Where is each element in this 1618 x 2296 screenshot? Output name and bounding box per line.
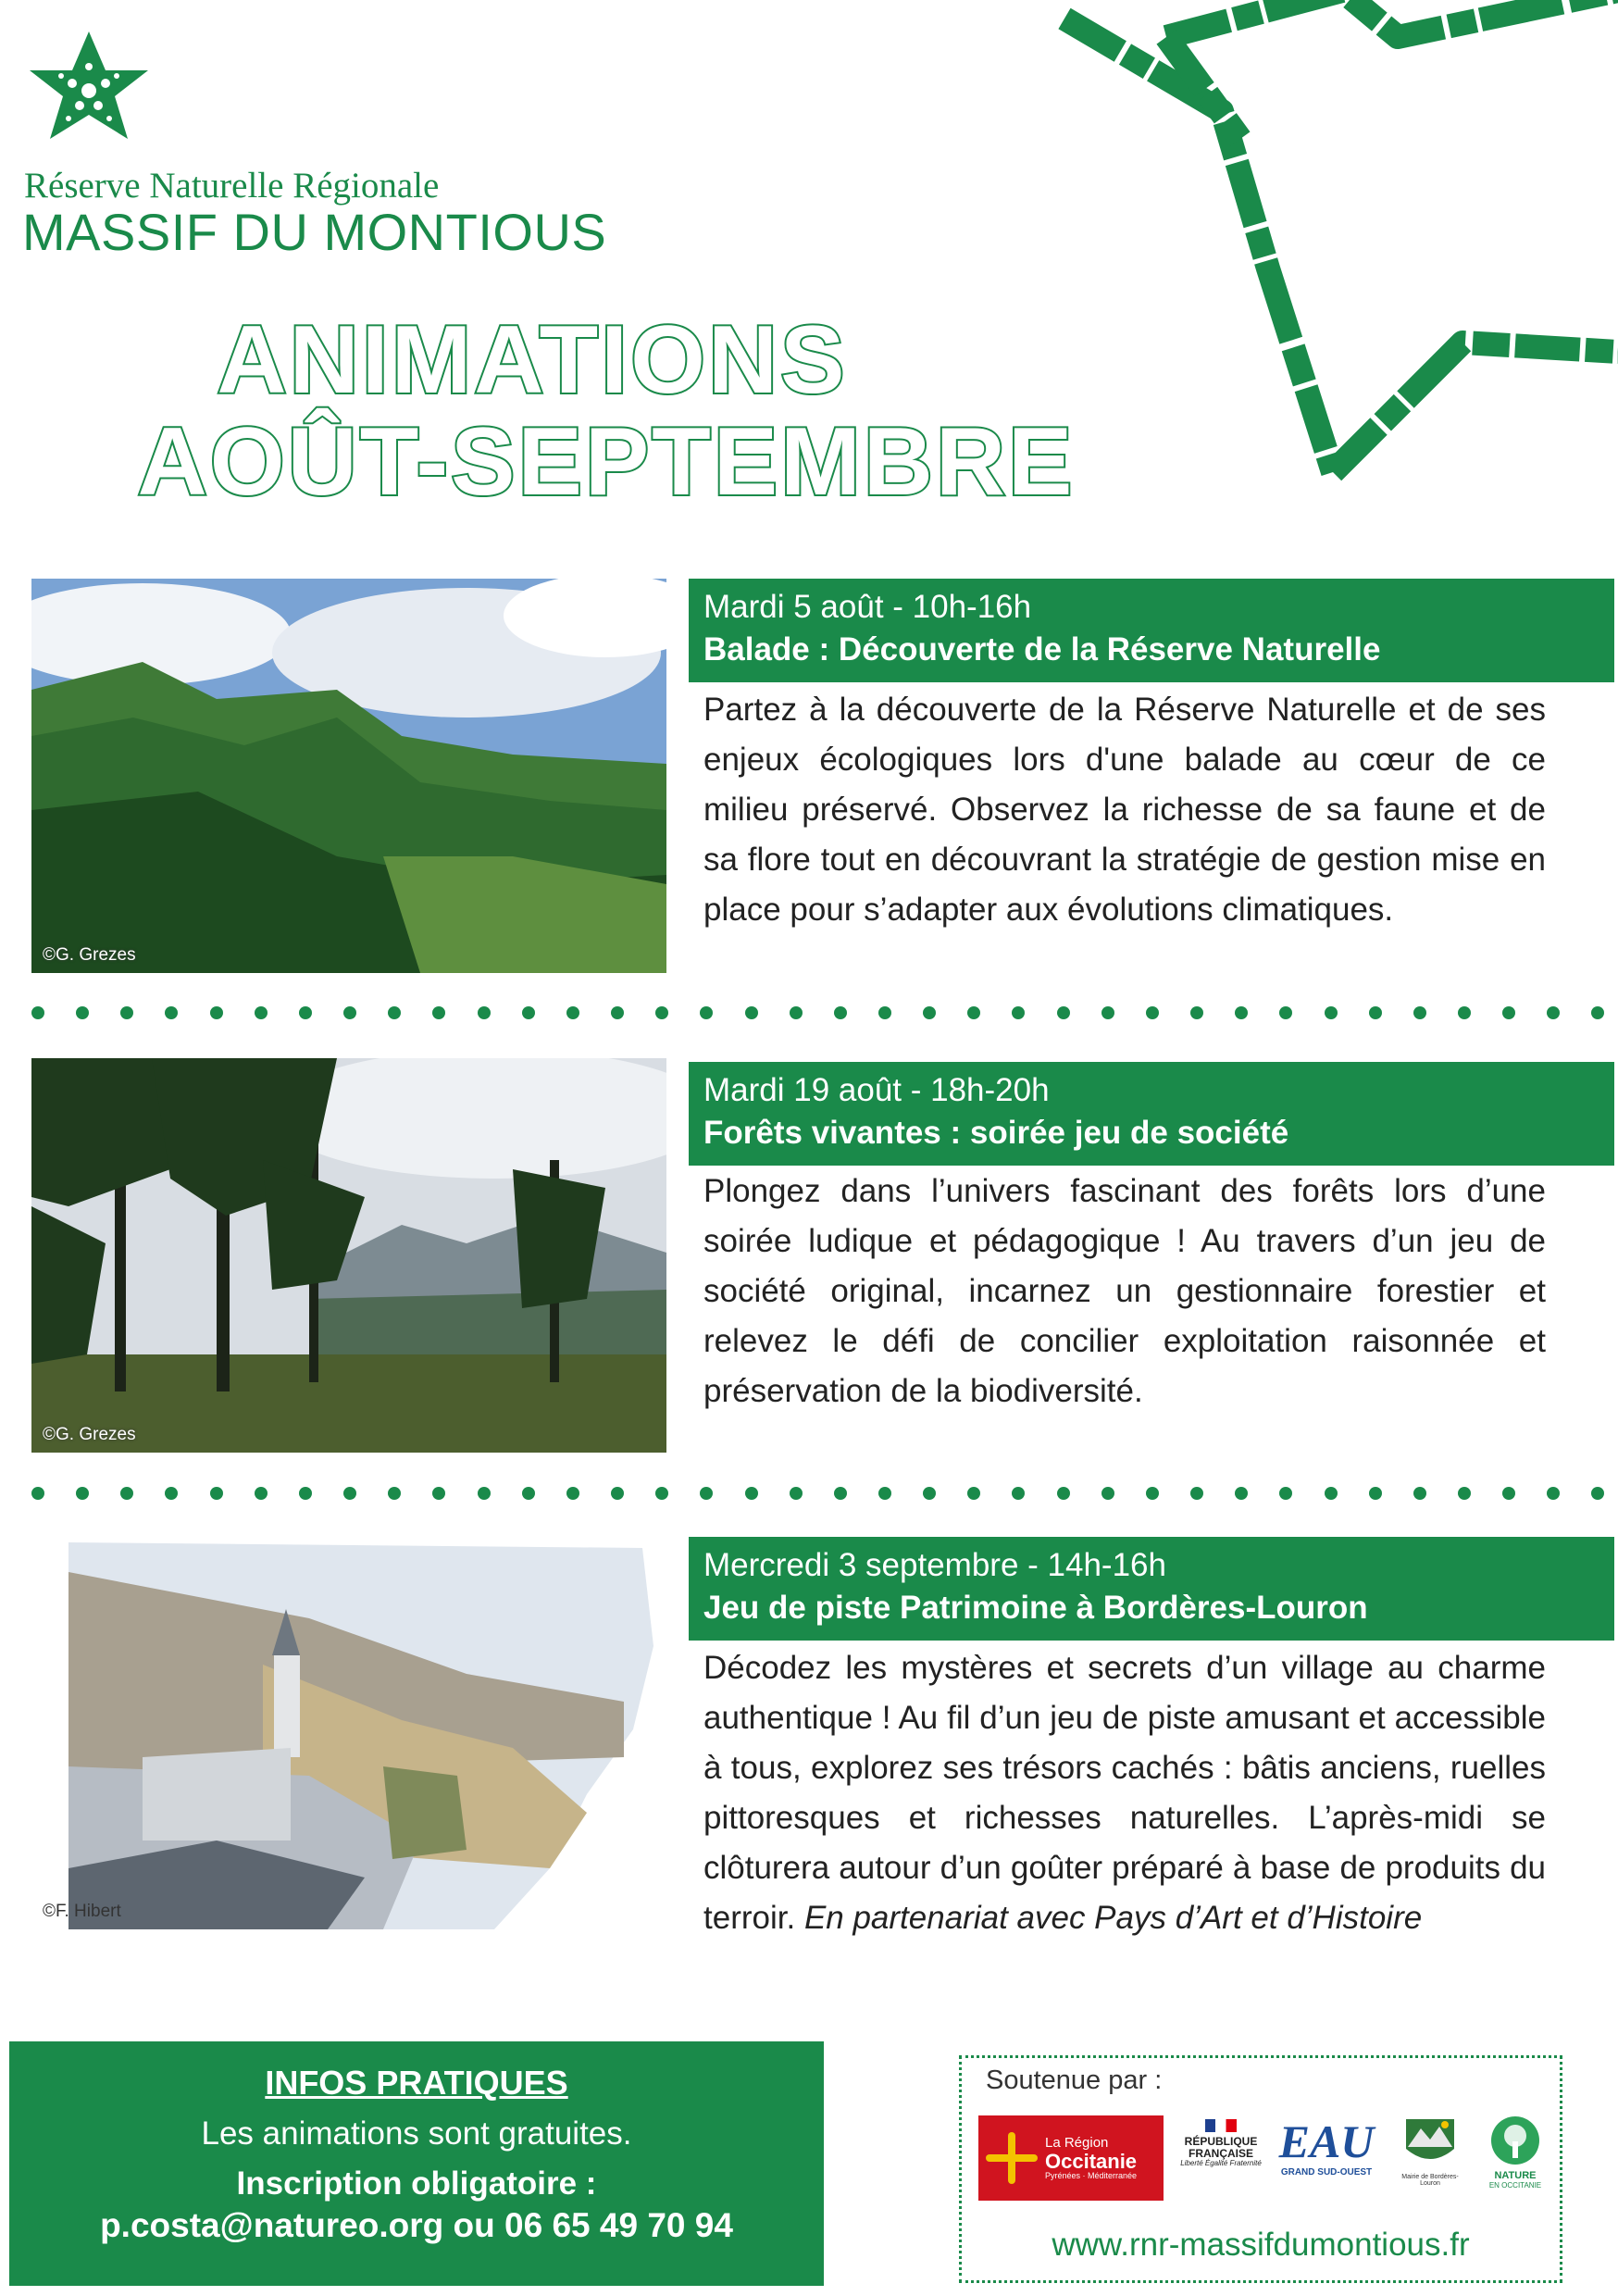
separator-dot — [1190, 1487, 1203, 1500]
separator-dot — [1591, 1006, 1604, 1019]
separator-dot — [31, 1006, 44, 1019]
practical-info-free: Les animations sont gratuites. — [201, 2115, 632, 2152]
separator-dot — [255, 1487, 268, 1500]
event-3-date: Mercredi 3 septembre - 14h-16h — [703, 1547, 1166, 1583]
separator-dot — [878, 1006, 891, 1019]
eau-logo-text: EAU — [1278, 2115, 1375, 2167]
event-1-header — [689, 579, 1614, 682]
practical-info-title: INFOS PRATIQUES — [265, 2064, 568, 2102]
separator-dot — [1413, 1487, 1426, 1500]
separator-dot — [1369, 1487, 1382, 1500]
separator-dot — [700, 1487, 713, 1500]
dotted-separator — [31, 1487, 1605, 1502]
separator-dot — [1101, 1487, 1114, 1500]
event-3-description-main: Décodez les mystères et secrets d’un village au charme authentique ! Au fil d’un jeu de piste amusant et accessible à tous, explorez ses trésors cachés : bâtis anciens, ruelles pittoresques et richesses naturelles. L’après-midi se clôturera autour d’un goûter préparé à base de produits du terroir. — [703, 1650, 1546, 1936]
org-name: MASSIF DU MONTIOUS — [22, 203, 607, 261]
nature-occitanie-logo — [1476, 2115, 1554, 2190]
separator-dot — [967, 1006, 980, 1019]
separator-dot — [1325, 1006, 1338, 1019]
separator-dot — [967, 1487, 980, 1500]
separator-dot — [1057, 1487, 1070, 1500]
republique-francaise-logo — [1176, 2115, 1265, 2168]
separator-dot — [120, 1487, 133, 1500]
separator-dot — [611, 1006, 624, 1019]
event-1-photo-credit: ©G. Grezes — [43, 945, 136, 965]
separator-dot — [522, 1487, 535, 1500]
separator-dot — [745, 1487, 758, 1500]
separator-dot — [1101, 1006, 1114, 1019]
event-2-photo — [31, 1058, 666, 1453]
title-line-2: AOÛT-SEPTEMBRE — [137, 408, 1076, 516]
separator-dot — [566, 1006, 579, 1019]
mountain-crest-icon — [1402, 2115, 1458, 2169]
separator-dot — [655, 1487, 668, 1500]
region-logo-line-3: Pyrénées · Méditerranée — [1045, 2170, 1138, 2180]
separator-dot — [76, 1487, 89, 1500]
reserve-star-logo — [24, 30, 154, 159]
org-subtitle: Réserve Naturelle Régionale — [24, 166, 440, 206]
republique-motto: Liberté Égalité Fraternité — [1180, 2159, 1262, 2168]
separator-dot — [343, 1006, 356, 1019]
republique-line-1: RÉPUBLIQUE — [1184, 2135, 1258, 2148]
separator-dot — [165, 1006, 178, 1019]
separator-dot — [834, 1487, 847, 1500]
support-label: Soutenue par : — [986, 2065, 1163, 2095]
separator-dot — [120, 1006, 133, 1019]
separator-dot — [923, 1487, 936, 1500]
separator-dot — [745, 1006, 758, 1019]
separator-dot — [923, 1006, 936, 1019]
mairie-borderes-logo — [1393, 2115, 1467, 2187]
event-3-title: Jeu de piste Patrimoine à Bordères-Louron — [703, 1590, 1368, 1626]
separator-dot — [1369, 1006, 1382, 1019]
separator-dot — [1012, 1487, 1025, 1500]
separator-dot — [210, 1006, 223, 1019]
nature-logo-line-1: NATURE — [1494, 2170, 1537, 2181]
event-2-title: Forêts vivantes : soirée jeu de société — [703, 1115, 1289, 1151]
separator-dot — [834, 1006, 847, 1019]
event-2-date: Mardi 19 août - 18h-20h — [703, 1072, 1050, 1108]
separator-dot — [1458, 1006, 1471, 1019]
separator-dot — [165, 1487, 178, 1500]
event-2-header — [689, 1062, 1614, 1166]
eau-grand-sud-ouest-logo — [1275, 2115, 1378, 2177]
nature-logo-line-2: EN OCCITANIE — [1488, 2181, 1542, 2190]
event-3-photo — [31, 1535, 666, 1929]
french-flag-icon — [1205, 2119, 1237, 2132]
separator-dot — [299, 1487, 312, 1500]
separator-dot — [1502, 1487, 1515, 1500]
separator-dot — [1547, 1487, 1560, 1500]
separator-dot — [1591, 1487, 1604, 1500]
mairie-logo-text: Mairie de Bordères-Louron — [1401, 2174, 1459, 2187]
separator-dot — [1325, 1487, 1338, 1500]
separator-dot — [1458, 1487, 1471, 1500]
separator-dot — [790, 1487, 803, 1500]
separator-dot — [1235, 1487, 1248, 1500]
practical-info-box — [9, 2041, 824, 2286]
separator-dot — [522, 1006, 535, 1019]
separator-dot — [1057, 1006, 1070, 1019]
separator-dot — [255, 1006, 268, 1019]
event-1-photo — [31, 579, 666, 973]
event-2-photo-credit: ©G. Grezes — [43, 1425, 136, 1444]
separator-dot — [700, 1006, 713, 1019]
event-1-title: Balade : Découverte de la Réserve Naturelle — [703, 631, 1381, 668]
separator-dot — [31, 1487, 44, 1500]
republique-line-2: FRANÇAISE — [1188, 2147, 1253, 2161]
separator-dot — [478, 1487, 491, 1500]
region-logo-line-2: Occitanie — [1045, 2149, 1138, 2173]
separator-dot — [76, 1006, 89, 1019]
region-logo-line-1: La Région — [1045, 2134, 1109, 2151]
separator-dot — [210, 1487, 223, 1500]
separator-dot — [432, 1006, 445, 1019]
practical-info-registration: Inscription obligatoire : — [236, 2165, 597, 2202]
separator-dot — [1146, 1006, 1159, 1019]
separator-dot — [1502, 1006, 1515, 1019]
separator-dot — [1279, 1487, 1292, 1500]
separator-dot — [1547, 1006, 1560, 1019]
tree-icon — [1490, 2115, 1540, 2165]
region-occitanie-logo — [978, 2115, 1164, 2201]
practical-info-contact[interactable]: p.costa@natureo.org ou 06 65 49 70 94 — [100, 2206, 733, 2244]
event-1-description: Partez à la découverte de la Réserve Naturelle et de ses enjeux écologiques lors d'une balade au cœur de ce milieu préservé. Observez la richesse de sa faune et de sa flore tout en découvrant la stratégie de gestion mise en place pour s’adapter aux évolutions climatiques. — [703, 692, 1546, 928]
separator-dot — [299, 1006, 312, 1019]
separator-dot — [388, 1006, 401, 1019]
separator-dot — [1146, 1487, 1159, 1500]
separator-dot — [1413, 1006, 1426, 1019]
occitan-cross-icon — [984, 2130, 1039, 2186]
event-3-photo-credit: ©F. Hibert — [43, 1902, 121, 1921]
event-3-description — [703, 1643, 1546, 1943]
separator-dot — [655, 1006, 668, 1019]
separator-dot — [566, 1487, 579, 1500]
support-box — [959, 2055, 1562, 2283]
event-3-partnership-note: En partenariat avec Pays d’Art et d’Histoire — [803, 1900, 1423, 1936]
event-3-header — [689, 1537, 1614, 1641]
event-1-date: Mardi 5 août - 10h-16h — [703, 589, 1032, 625]
separator-dot — [432, 1487, 445, 1500]
separator-dot — [1235, 1006, 1248, 1019]
separator-dot — [878, 1487, 891, 1500]
website-url[interactable]: www.rnr-massifdumontious.fr — [1052, 2227, 1470, 2263]
dotted-separator — [31, 1006, 1605, 1021]
separator-dot — [790, 1006, 803, 1019]
separator-dot — [1012, 1006, 1025, 1019]
title-line-1: ANIMATIONS — [217, 306, 848, 414]
separator-dot — [611, 1487, 624, 1500]
separator-dot — [343, 1487, 356, 1500]
eau-logo-sub: GRAND SUD-OUEST — [1280, 2167, 1373, 2177]
separator-dot — [1190, 1006, 1203, 1019]
separator-dot — [388, 1487, 401, 1500]
event-2-description: Plongez dans l’univers fascinant des forêts lors d’une soirée ludique et pédagogique ! Au travers d’un jeu de société original, incarnez un gestionnaire forestier et relevez le défi de concilier exploitation raisonnée et préservation de la biodiversité. — [703, 1173, 1546, 1409]
separator-dot — [478, 1006, 491, 1019]
separator-dot — [1279, 1006, 1292, 1019]
